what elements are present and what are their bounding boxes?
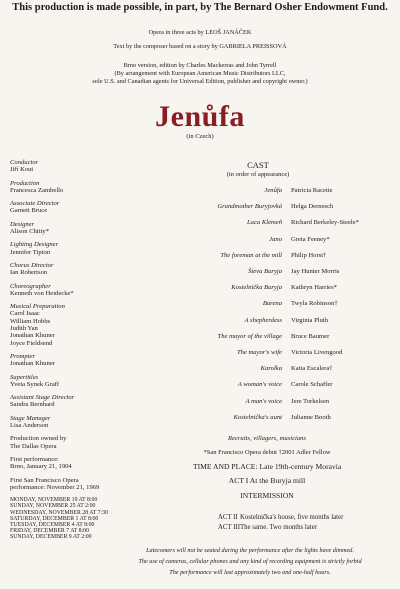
cast-role: A shepherdess bbox=[244, 317, 282, 324]
cast-singer: Patricia Racette bbox=[291, 187, 333, 194]
text-credit-line: Text by the composer based on a story by GABRIELA PREISSOVÁ bbox=[113, 43, 287, 50]
staff-name: Jiří Kout bbox=[10, 166, 34, 174]
footer-recording-notice: The use of cameras, cellular phones and any kind of recording equipment is strictly forbid bbox=[138, 558, 362, 565]
act-number: ACT III bbox=[218, 524, 240, 531]
cast-singer: Philip Horst† bbox=[291, 252, 327, 259]
sponsor-line: This production is made possible, in part, by The Bernard Osher Endowment Fund. bbox=[12, 2, 388, 13]
staff-role: Production bbox=[10, 179, 40, 187]
cast-subheading: (in order of appearance) bbox=[226, 171, 290, 178]
staff-name: Sandra Bernhard bbox=[10, 401, 55, 409]
production-note bbox=[10, 477, 185, 492]
staff-role: Musical Preparation bbox=[10, 303, 65, 311]
performance-date: MONDAY, NOVEMBER 19 AT 8:00 bbox=[10, 497, 98, 504]
cast-singer: Greta Feeney* bbox=[291, 236, 330, 243]
cast-singer: Victoria Livengood bbox=[291, 349, 343, 356]
cast-role: Grandmother Buryjovká bbox=[217, 203, 282, 210]
cast-singer: Helga Dernesch bbox=[291, 203, 334, 210]
cast-role: Števa Buryja bbox=[248, 268, 282, 275]
debut-legend: *San Francisco Opera debut †2001 Adler Fellow bbox=[203, 449, 331, 456]
cast-singer: Jay Hunter Morris bbox=[291, 268, 340, 275]
cast-singer: Katia Escalera† bbox=[291, 365, 333, 372]
staff-role: Supertitles bbox=[10, 373, 39, 381]
staff-name: Alison Chitty* bbox=[10, 228, 50, 236]
performance-date: TUESDAY, DECEMBER 4 AT 8:00 bbox=[10, 521, 95, 528]
production-note-line: performance: November 21, 1969 bbox=[10, 483, 100, 491]
footer-duration: The performance will last approximately two and one-half hours. bbox=[169, 569, 331, 576]
performance-date: SUNDAY, DECEMBER 9 AT 2:00 bbox=[10, 534, 92, 541]
production-note-line: Production owned by bbox=[10, 435, 67, 443]
staff-name: Francesca Zambello bbox=[10, 186, 64, 194]
cast-singer: Virginia Pluth bbox=[291, 317, 329, 324]
production-note-line: The Dallas Opera bbox=[10, 442, 57, 450]
opera-title: Jenůfa bbox=[155, 100, 245, 133]
staff-role: Chorus Director bbox=[10, 261, 54, 269]
performance-date: SUNDAY, NOVEMBER 25 AT 2:00 bbox=[10, 503, 96, 510]
cast-role: Jano bbox=[269, 236, 282, 243]
version-line: Brno version, edition by Charles Mackerras and John Tyrrell bbox=[123, 62, 277, 69]
act-row bbox=[218, 524, 317, 531]
staff-role: Associate Director bbox=[10, 200, 60, 208]
staff-name: Judith Yan bbox=[10, 325, 38, 333]
cast-role: Karolka bbox=[260, 365, 282, 372]
cast-singer: Twyla Robinson† bbox=[291, 300, 338, 307]
staff-name: Joyce Fieldsend bbox=[10, 339, 53, 347]
act-setting: The same. Two months later bbox=[240, 524, 317, 531]
staff-name: Jonathan Khuner bbox=[10, 332, 55, 340]
staff-block bbox=[10, 159, 185, 174]
production-note bbox=[10, 435, 185, 450]
production-note-line: Brno, January 21, 1904 bbox=[10, 463, 72, 471]
staff-name: Garnett Bruce bbox=[10, 207, 48, 215]
cast-role: Jenůfa bbox=[264, 187, 282, 194]
production-note-line: First San Francisco Opera bbox=[10, 476, 79, 484]
staff-name: Jennifer Tipton bbox=[10, 248, 51, 256]
cast-role: Barena bbox=[262, 300, 282, 307]
staff-role: Prompter bbox=[10, 352, 36, 360]
recruits-line: Recruits, villagers, musicians bbox=[227, 435, 307, 442]
act-setting: Kostelnička's house, five months later bbox=[240, 514, 344, 521]
staff-name: Yveta Synek Graff bbox=[10, 380, 60, 388]
production-note bbox=[10, 456, 185, 471]
staff-name: Kenneth von Heidecke* bbox=[10, 289, 74, 297]
cast-role: A woman's voice bbox=[237, 381, 282, 388]
staff-name: Carol Isaac bbox=[10, 310, 40, 318]
cast-singer: Julianne Booth bbox=[291, 414, 331, 421]
arrangement-line-1: (By arrangement with European American Music Distributors LLC, bbox=[114, 70, 286, 77]
cast-singer: Kathryn Harries* bbox=[291, 284, 337, 291]
cast-singer: Jere Torkelsen bbox=[291, 398, 330, 405]
staff-role: Lighting Designer bbox=[10, 241, 59, 249]
performance-dates bbox=[10, 497, 185, 540]
staff-name: Jonathan Khuner bbox=[10, 360, 55, 368]
staff-block bbox=[10, 303, 185, 347]
cast-singer: Carole Schaffer bbox=[291, 381, 333, 388]
cast-role: A man's voice bbox=[245, 398, 282, 405]
cast-role: The foreman at the mill bbox=[220, 252, 282, 259]
staff-role: Stage Manager bbox=[10, 414, 51, 422]
cast-role: The mayor of the village bbox=[217, 333, 282, 340]
intermission-label: INTERMISSION bbox=[240, 491, 294, 500]
act-row bbox=[218, 514, 343, 521]
performance-date: WEDNESDAY, NOVEMBER 28 AT 7:30 bbox=[10, 509, 108, 516]
staff-role: Assistant Stage Director bbox=[10, 394, 75, 402]
staff-role: Conductor bbox=[10, 159, 39, 166]
staff-role: Designer bbox=[10, 220, 35, 228]
footer-latecomers: Latecomers will not be seated during the performance after the lights have dimmed. bbox=[146, 547, 354, 554]
staff-name: William Hobbs bbox=[10, 317, 51, 325]
act-one: ACT I At the Buryja mill bbox=[228, 476, 306, 485]
cast-role: Kostelnička Buryja bbox=[231, 284, 282, 291]
cast-singer: Bruce Baumer bbox=[291, 333, 330, 340]
act-number: ACT II bbox=[218, 514, 238, 521]
cast-singer: Richard Berkeley-Steele* bbox=[291, 219, 359, 226]
staff-name: Lisa Anderson bbox=[10, 422, 49, 430]
title-language: (in Czech) bbox=[186, 133, 214, 140]
time-and-place: TIME AND PLACE: Late 19th-century Moravia bbox=[193, 462, 342, 471]
staff-name: Ian Robertson bbox=[10, 269, 48, 277]
performance-date: SATURDAY, DECEMBER 1 AT 8:00 bbox=[10, 515, 99, 522]
performance-date: FRIDAY, DECEMBER 7 AT 8:00 bbox=[10, 528, 89, 535]
cast-role: Laca Klemeň bbox=[247, 219, 282, 226]
arrangement-line-2: sole U.S. and Canadian agents for Universal Edition, publisher and copyright owner.) bbox=[92, 78, 308, 85]
opera-line: Opera in three acts by LEOŠ JANÁČEK bbox=[148, 29, 252, 36]
cast-role: The mayor's wife bbox=[236, 349, 282, 356]
cast-heading: CAST bbox=[247, 160, 269, 170]
staff-role: Choreographer bbox=[10, 282, 51, 290]
cast-role: Kostelnička's aunt bbox=[233, 414, 282, 421]
production-note-line: First performance: bbox=[10, 455, 59, 463]
